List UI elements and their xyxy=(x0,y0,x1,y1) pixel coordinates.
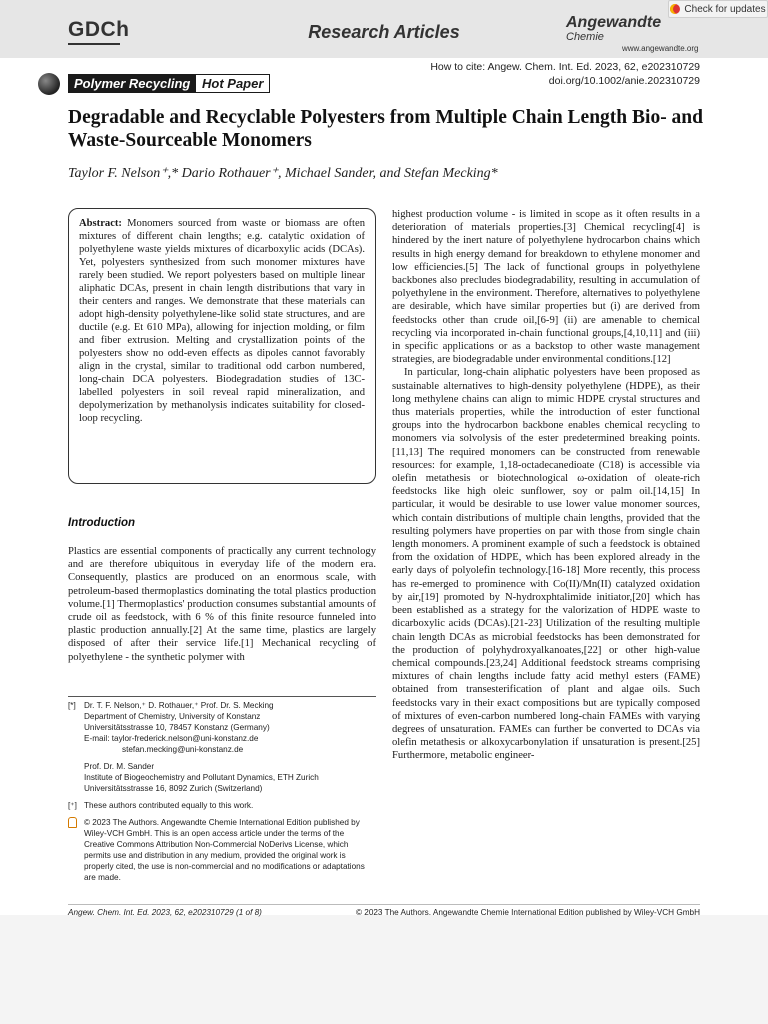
email-link[interactable]: stefan.mecking@uni-konstanz.de xyxy=(122,745,244,754)
journal-url: www.angewandte.org xyxy=(622,44,699,53)
footnote-divider xyxy=(68,696,376,697)
affiliation-line: Universitätsstrasse 10, 78457 Konstanz (Germany) xyxy=(84,723,270,732)
footnote-mark: [*] xyxy=(68,701,76,710)
citation-line: How to cite: Angew. Chem. Int. Ed. 2023, 62, e202310729 xyxy=(430,61,700,73)
footnote-mark: [⁺] xyxy=(68,801,77,810)
hot-paper-badge: Hot Paper xyxy=(195,74,270,93)
footer-divider xyxy=(68,904,700,905)
equal-contribution-text: These authors contributed equally to this work. xyxy=(84,801,254,810)
right-column xyxy=(392,208,700,763)
introduction-text: Plastics are essential components of practically any current technology and are therefore ubiquitous in everyday life of the modern era. Consequently, plastics are produced on an enormous scale, with petroleum-based thermoplastics dominating the total plastics production volume.[1] Thermoplastics' production consumes substantial amounts of crude oil as feedstock, with 6 % of this finite resource funneled into plastic production annually.[2] At the same time, plastics are largely disposed of after their service life.[1] Mechanical recycling of polyethylene - the synthetic polymer with xyxy=(68,546,376,663)
section-title: Research Articles xyxy=(308,22,460,42)
open-access-icon xyxy=(68,817,77,828)
check-for-updates-label: Check for updates xyxy=(684,3,766,15)
equal-contribution-footnote xyxy=(68,800,376,811)
check-for-updates-button[interactable] xyxy=(668,0,768,18)
abstract-body: Monomers sourced from waste or biomass are often mixtures of different chain lengths; e.g. catalytic oxidation of polyethylene waste yields mixtures of dicarboxylic acids (DCAs). Yet, polyesters synthesized from such monomer mixtures have rarely been studied. We report polyesters based on multiple linear aliphatic DCAs, present in chain length distributions that vary in their centers and ranges. We demonstrate that these materials can adopt high-density polyethylene-like solid state structures, and are ductile (e.g. Et 610 MPa), allowing for injection molding, or film and fiber extrusion. Melting and crystallization points of the polyesters show no odd-even effects as dipoles cannot favorably align in the crystal, similar to traditional odd carbon numbered, long-chain DCA polyesters. Biodegradation studies of 13C-labelled polyesters in soil reveal rapid mineralization, and depolymerization by methanolysis indicates suitability for closed-loop recycling. xyxy=(79,218,365,424)
article-title: Degradable and Recyclable Polyesters from Multiple Chain Length Bio- and Waste-Sourceable Monomers xyxy=(68,107,703,151)
abstract-box xyxy=(68,208,376,484)
author-list: Taylor F. Nelson⁺,* Dario Rothauer⁺, Michael Sander, and Stefan Mecking* xyxy=(68,166,498,181)
journal-logo-sub: Chemie xyxy=(566,31,604,43)
gdch-logo-underline xyxy=(68,43,120,45)
citation-info xyxy=(430,60,700,88)
license-text: © 2023 The Authors. Angewandte Chemie International Edition published by Wiley-VCH GmbH. This is an open access article under the terms of the Creative Commons Attribution Non-Commercial NoDerivs License, which permits use and distribution in any medium, provided the original work is properly cited, the use is non-commercial and no modifications or adaptations are made. xyxy=(84,818,365,882)
introduction-heading: Introduction xyxy=(68,517,136,529)
affiliation-line: Department of Chemistry, University of Konstanz xyxy=(84,712,261,721)
abstract-text xyxy=(79,217,365,425)
paragraph: In particular, long-chain aliphatic polyesters have been proposed as sustainable alternatives to high-density polyethylene (HDPE), as their long methylene chains can align to mimic HDPE crystal structures and thus materials properties, while the introduction of ester functional groups into the hydrocarbon backbone enables chemical recycling to monomers via solvolysis of the ester predetermined breaking points.[11,13] The required monomers can be constructed from renewable resources: for example, 1,18-octadecanedioate (C18) is accessible via olefin metathesis or biotechnological ω-oxidation of oleate-rich feedstocks like high oleic sunflower, soy or palm oil.[14,15] In particular, it would be desirable to use lower value monomer sources, which contain distributions of multiple chain lengths, provided that the resulting polymers have properties on par with those from single chain length monomers. A prominent example of such a feedstock is obtained from the oxidation of HDPE, which has been explored already in the early days of polyolefin technology.[16-18] More recently, this process has re-emerged to prominence with Co(II)/Mn(II) catalyzed oxidation by air,[19] promoted by N-hydroxphtalimide initiator,[20] which has been established as a strategy for the valorization of HDPE waste to dicarboxylic acids (DCAs).[21-23] Utilization of the resulting multiple chain length DCAs as microbial feedstocks has been demonstrated for the production of polyhydroxyalkanoates,[22] or other high-value chemical compounds.[23,24] Additional feedstock streams comprising mixtures of chain lengths include fatty acid methyl esters (FAME) obtained from transesterification of plant and algae oils. Such feedstocks vary in their exact compositions but are typically composed of mixtures of even-carbon numbered long-chain FAMEs with varying degrees of unsaturation. FAMEs can further be converted to DCAs via olefin metathesis or alkoxycarbonylation if unsaturation is present.[25] Furthermore, metabolic engineer- xyxy=(392,367,700,762)
gdch-logo: GDCh xyxy=(68,18,130,41)
viewer-background xyxy=(0,915,768,1024)
footer-copyright: © 2023 The Authors. Angewandte Chemie International Edition published by Wiley-VCH GmbH xyxy=(355,908,700,917)
affiliation-line: Institute of Biogeochemistry and Pollutant Dynamics, ETH Zurich xyxy=(84,773,319,782)
affiliation-line: Prof. Dr. M. Sander xyxy=(84,762,155,771)
category-tag: Polymer Recycling xyxy=(68,74,196,93)
abstract-label: Abstract: xyxy=(79,218,122,229)
footnotes xyxy=(68,700,376,889)
globe-icon xyxy=(38,73,60,95)
crossmark-icon xyxy=(670,4,680,14)
journal-logo: Angewandte xyxy=(566,14,662,31)
doi-link[interactable]: doi.org/10.1002/anie.202310729 xyxy=(548,75,700,87)
footer-citation: Angew. Chem. Int. Ed. 2023, 62, e202310729 (1 of 8) xyxy=(68,908,262,917)
license-footnote xyxy=(68,817,376,883)
email-link[interactable]: E-mail: taylor-frederick.nelson@uni-konstanz.de xyxy=(84,734,259,743)
affiliation-line: Universitätsstrasse 16, 8092 Zurich (Switzerland) xyxy=(84,784,263,793)
affiliation-line: Dr. T. F. Nelson,⁺ D. Rothauer,⁺ Prof. Dr. S. Mecking xyxy=(84,701,274,710)
paragraph: highest production volume - is limited in scope as it often results in a deterioration of materials properties.[3] Chemical recycling[4] is hindered by the inert nature of polyethylene hydrocarbon chains which results in high energy demand for breakdown to ethylene monomer and low efficiencies.[5] The lack of functional groups in polyethylene backbones also precludes biodegradability, resulting in accumulation of polyethylene in the environment. Therefore, alternatives to polyethylene are desirable, which have similar properties but (i) are derived from feedstocks other than crude oil,[6-9] (ii) are amenable to chemical recycling via incorporated in-chain functional groups,[4,10,11] and (iii) in specific applications or as a backstop to other waste management strategies, are biodegradable under environmental conditions.[12] xyxy=(392,209,700,366)
affiliation-footnote xyxy=(68,700,376,794)
